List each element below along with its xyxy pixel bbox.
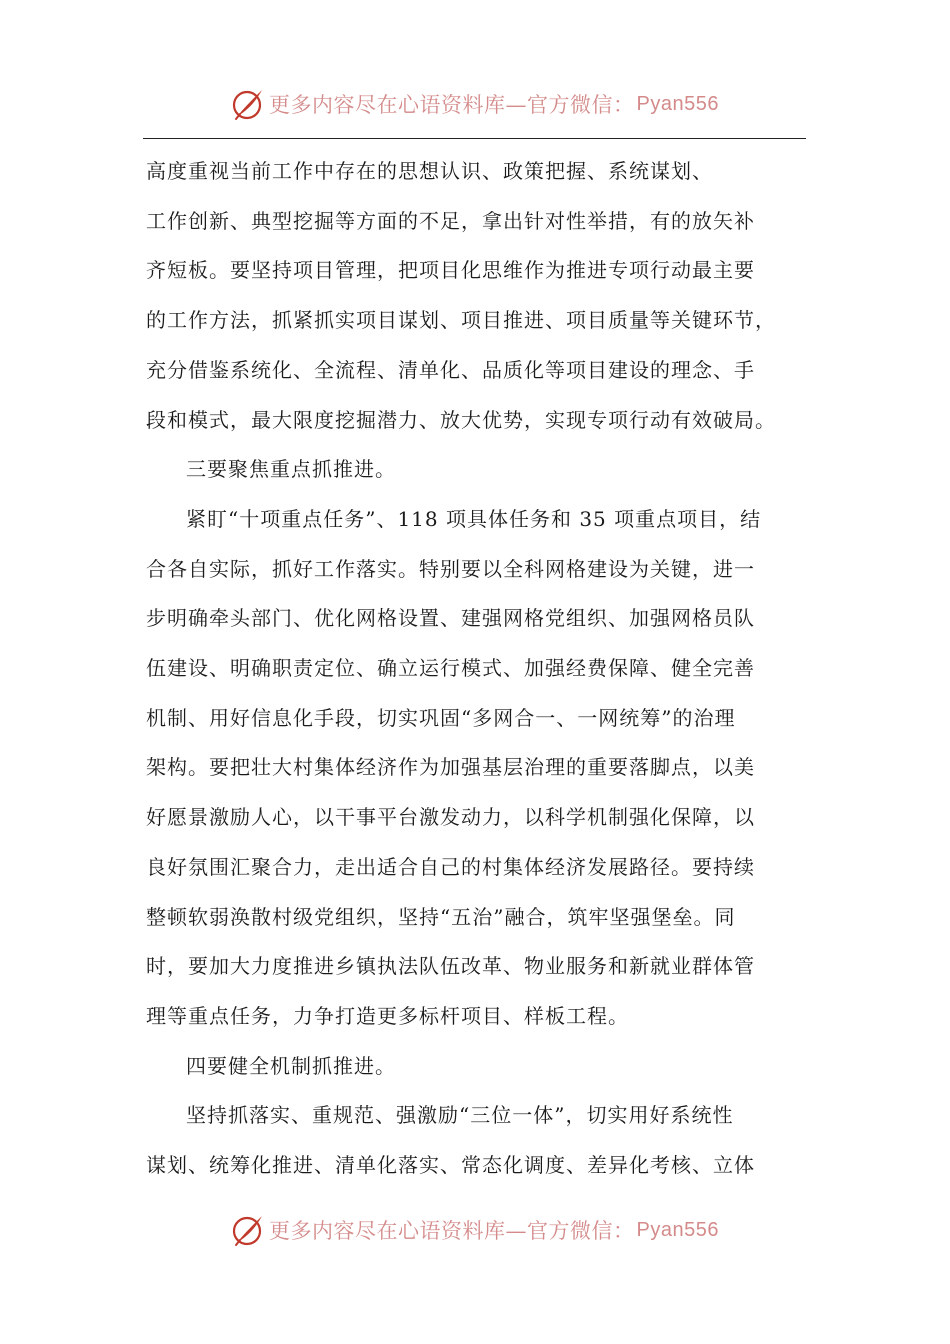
quill-pen-logo-icon <box>231 1213 265 1247</box>
section-heading-4: 四要健全机制抓推进。 <box>186 1053 396 1078</box>
footer-banner-text: 更多内容尽在心语资料库—官方微信： <box>269 1219 635 1243</box>
header-banner-text: 更多内容尽在心语资料库—官方微信： <box>269 93 635 117</box>
header-banner <box>0 84 950 124</box>
footer-wechat-id: Pyan556 <box>636 1218 719 1241</box>
quill-pen-logo-icon <box>231 87 265 121</box>
header-divider <box>143 138 806 139</box>
paragraph: 紧盯“十项重点任务”、118 项具体任务和 35 项重点项目，结 合各自实际，抓好工作落实。特别要以全科网格建设为关键，进一 步明确牵头部门、优化网格设置、建强网格党组织、加强网格员队 伍建设、明确职责定位、确立运行模式、加强经费保障、健全完善 机制、用好信息化手段，切实巩固“多网合一、一网统筹”的治理 架构。要把壮大村集体经济作为加强基层治理的重要落脚点，以美 好愿景激励人心，以干事平台激发动力，以科学机制强化保障，以 良好氛围汇聚合力，走出适合自己的村集体经济发展路径。要持续 整顿软弱涣散村级党组织，坚持“五治”融合，筑牢坚强堡垒。同 时，要加大力度推进乡镇执法队伍改革、物业服务和新就业群体管 理等重点任务，力争打造更多标杆项目、样板工程。 <box>146 506 762 1028</box>
paragraph: 坚持抓落实、重规范、强激励“三位一体”，切实用好系统性 谋划、统筹化推进、清单化落实、常态化调度、差异化考核、立体 <box>146 1103 755 1178</box>
footer-banner <box>0 1210 950 1250</box>
section-heading-3: 三要聚焦重点抓推进。 <box>186 457 396 482</box>
document-body <box>146 147 806 1191</box>
header-wechat-id: Pyan556 <box>636 92 719 115</box>
paragraph-continued: 高度重视当前工作中存在的思想认识、政策把握、系统谋划、 工作创新、典型挖掘等方面的不足，拿出针对性举措，有的放矢补 齐短板。要坚持项目管理，把项目化思维作为推进专项行动最主要 的工作方法，抓紧抓实项目谋划、项目推进、项目质量等关键环节， 充分借鉴系统化、全流程、清单化、品质化等项目建设的理念、手 段和模式，最大限度挖掘潜力、放大优势，实现专项行动有效破局。 <box>146 159 776 432</box>
